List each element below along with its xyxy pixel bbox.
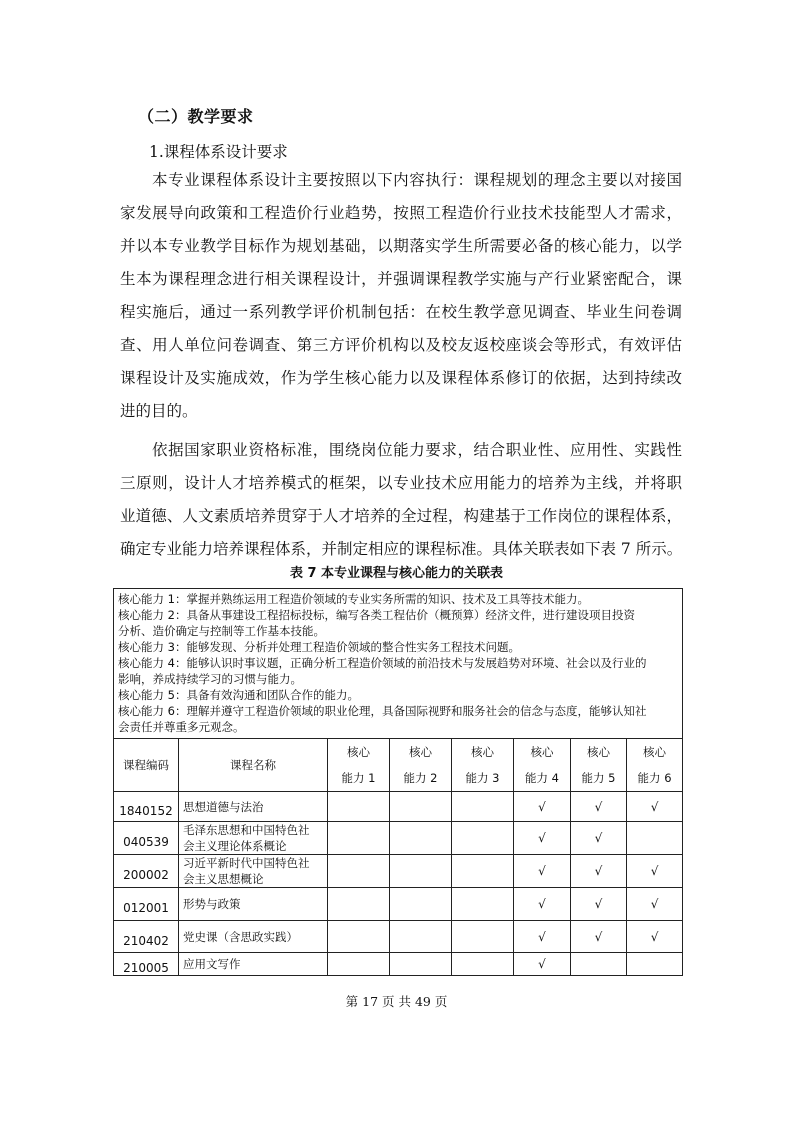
ability-5-check-cell: [571, 953, 627, 976]
course-name-line: 会主义理论体系概论: [183, 839, 287, 853]
paragraph-line: 依据国家职业资格标准，围绕岗位能力要求，结合职业性、应用性、实践性: [152, 441, 682, 459]
header-core-label: 核心: [587, 745, 610, 759]
header-course-code: [114, 739, 179, 792]
header-core-number: 能力 2: [403, 771, 438, 785]
table-row: [114, 888, 683, 921]
ability-2-check-cell: [390, 953, 452, 976]
ability-3-check-cell: [452, 888, 514, 921]
header-core-label: 核心: [347, 745, 370, 759]
ability-line: 核心能力 2：具备从事建设工程招标投标，编写各类工程估价（概预算）经济文件，进行建设项目投资: [118, 608, 635, 622]
paragraph-line: 查、用人单位问卷调查、第三方评价机构以及校友返校座谈会等形式，有效评估: [120, 336, 682, 354]
ability-5-check-cell: √: [571, 855, 627, 888]
paragraph-line: 三原则，设计人才培养模式的框架，以专业技术应用能力的培养为主线，并将职: [120, 474, 682, 492]
course-name-cell: [179, 921, 328, 953]
paragraph-line: 业道德、人文素质培养贯穿于人才培养的全过程，构建基于工作岗位的课程体系，: [120, 507, 682, 525]
sub-heading: 1.课程体系设计要求: [149, 143, 288, 161]
table-header-row: [114, 739, 683, 792]
ability-6-check-cell: √: [627, 921, 683, 953]
ability-1-check-cell: [328, 888, 390, 921]
ability-3-check-cell: [452, 792, 514, 822]
header-core-label: 核心: [530, 745, 554, 759]
paragraph-line: 生本为课程理念进行相关课程设计，并强调课程教学实施与产行业紧密配合，课: [120, 270, 682, 288]
ability-3-check-cell: [452, 921, 514, 953]
paragraph-line: 家发展导向政策和工程造价行业趋势，按照工程造价行业技术技能型人才需求，: [120, 204, 682, 222]
ability-1-check-cell: [328, 953, 390, 976]
ability-3-check-cell: [452, 953, 514, 976]
header-core-ability-3: [452, 739, 514, 792]
ability-1-check-cell: [328, 822, 390, 855]
ability-5-check-cell: √: [571, 792, 627, 822]
ability-2-check-cell: [390, 822, 452, 855]
core-abilities-row: [114, 589, 683, 739]
course-code-cell: 1840152: [114, 792, 179, 822]
header-course-name: [179, 739, 328, 792]
core-abilities-description: [114, 589, 683, 739]
course-code-cell: 012001: [114, 888, 179, 921]
ability-6-check-cell: [627, 953, 683, 976]
ability-4-check-cell: √: [514, 792, 571, 822]
paragraph-line: 进的目的。: [120, 402, 198, 420]
paragraph-line: 确定专业能力培养课程体系，并制定相应的课程标准。具体关联表如下表 7 所示。: [120, 540, 682, 558]
course-name-line: 形势与政策: [183, 897, 241, 911]
ability-2-check-cell: [390, 792, 452, 822]
paragraph-framework: [120, 434, 682, 566]
ability-6-check-cell: [627, 822, 683, 855]
ability-line: 影响，养成持续学习的习惯与能力。: [118, 672, 302, 686]
header-core-ability-2: [390, 739, 452, 792]
ability-4-check-cell: √: [514, 888, 571, 921]
course-name-line: 思想道德与法治: [183, 799, 264, 814]
header-core-number: 能力 4: [525, 771, 559, 785]
course-name-line: 习近平新时代中国特色社: [183, 856, 310, 870]
ability-line: 会责任并尊重多元观念。: [118, 720, 245, 734]
table-row: [114, 921, 683, 953]
header-core-ability-1: [328, 739, 390, 792]
header-core-number: 能力 6: [637, 771, 672, 785]
header-name-label: 课程名称: [230, 758, 276, 772]
ability-line: 核心能力 1：掌握并熟练运用工程造价领域的专业实务所需的知识、技术及工具等技术能力。: [118, 592, 589, 606]
ability-4-check-cell: √: [514, 921, 571, 953]
header-core-ability-4: [514, 739, 571, 792]
header-core-ability-6: [627, 739, 683, 792]
table-row: [114, 855, 683, 888]
ability-3-check-cell: [452, 822, 514, 855]
header-code-label: 课程编码: [123, 758, 169, 772]
ability-line: 分析、造价确定与控制等工作基本技能。: [118, 624, 325, 638]
ability-2-check-cell: [390, 921, 452, 953]
course-name-cell: [179, 953, 328, 976]
ability-1-check-cell: [328, 792, 390, 822]
ability-line: 核心能力 5：具备有效沟通和团队合作的能力。: [118, 688, 359, 702]
ability-4-check-cell: √: [514, 855, 571, 888]
header-core-label: 核心: [409, 745, 432, 759]
header-core-label: 核心: [643, 745, 667, 759]
header-core-number: 能力 3: [465, 771, 500, 785]
course-code-cell: 210005: [114, 953, 179, 976]
paragraph-line: 本专业课程体系设计主要按照以下内容执行：课程规划的理念主要以对接国: [152, 171, 682, 189]
ability-2-check-cell: [390, 855, 452, 888]
ability-5-check-cell: √: [571, 822, 627, 855]
header-core-number: 能力 1: [341, 771, 376, 785]
ability-6-check-cell: √: [627, 855, 683, 888]
ability-4-check-cell: √: [514, 822, 571, 855]
ability-3-check-cell: [452, 855, 514, 888]
paragraph-line: 课程设计及实施成效，作为学生核心能力以及课程体系修订的依据，达到持续改: [120, 369, 682, 387]
paragraph-line: 程实施后，通过一系列教学评价机制包括：在校生教学意见调查、毕业生问卷调: [120, 303, 682, 321]
table-caption: 表 7 本专业课程与核心能力的关联表: [289, 566, 504, 581]
table-row: [114, 822, 683, 855]
ability-line: 核心能力 3：能够发现、分析并处理工程造价领域的整合性实务工程技术问题。: [118, 640, 520, 654]
course-name-line: 党史课（含思政实践）: [183, 929, 298, 944]
ability-2-check-cell: [390, 888, 452, 921]
paragraph-course-system: [120, 164, 682, 428]
course-name-cell: [179, 792, 328, 822]
course-code-cell: 200002: [114, 855, 179, 888]
course-name-line: 会主义思想概论: [183, 872, 264, 886]
table-row: [114, 792, 683, 822]
section-heading: （二）教学要求: [138, 107, 254, 126]
course-name-line: 应用文写作: [183, 957, 241, 971]
ability-1-check-cell: [328, 855, 390, 888]
header-core-number: 能力 5: [581, 771, 616, 785]
table-row: [114, 953, 683, 976]
course-name-line: 毛泽东思想和中国特色社: [183, 823, 310, 837]
ability-line: 核心能力 4：能够认识时事议题，正确分析工程造价领域的前沿技术与发展趋势对环境、社会以及行业的: [118, 656, 647, 670]
course-name-cell: [179, 855, 328, 888]
course-name-cell: [179, 822, 328, 855]
ability-6-check-cell: √: [627, 792, 683, 822]
ability-1-check-cell: [328, 921, 390, 953]
paragraph-line: 并以本专业教学目标作为规划基础，以期落实学生所需要必备的核心能力，以学: [120, 237, 682, 255]
course-code-cell: 210402: [114, 921, 179, 953]
course-code-cell: 040539: [114, 822, 179, 855]
ability-5-check-cell: √: [571, 921, 627, 953]
header-core-label: 核心: [471, 745, 494, 759]
ability-6-check-cell: √: [627, 888, 683, 921]
ability-5-check-cell: √: [571, 888, 627, 921]
course-ability-table: [113, 588, 683, 976]
course-name-cell: [179, 888, 328, 921]
ability-4-check-cell: √: [514, 953, 571, 976]
course-rows: [114, 792, 683, 976]
header-core-ability-5: [571, 739, 627, 792]
ability-line: 核心能力 6：理解并遵守工程造价领域的职业伦理，具备国际视野和服务社会的信念与态度，能够认知社: [118, 704, 647, 718]
page-footer: 第 17 页 共 49 页: [345, 994, 448, 1009]
